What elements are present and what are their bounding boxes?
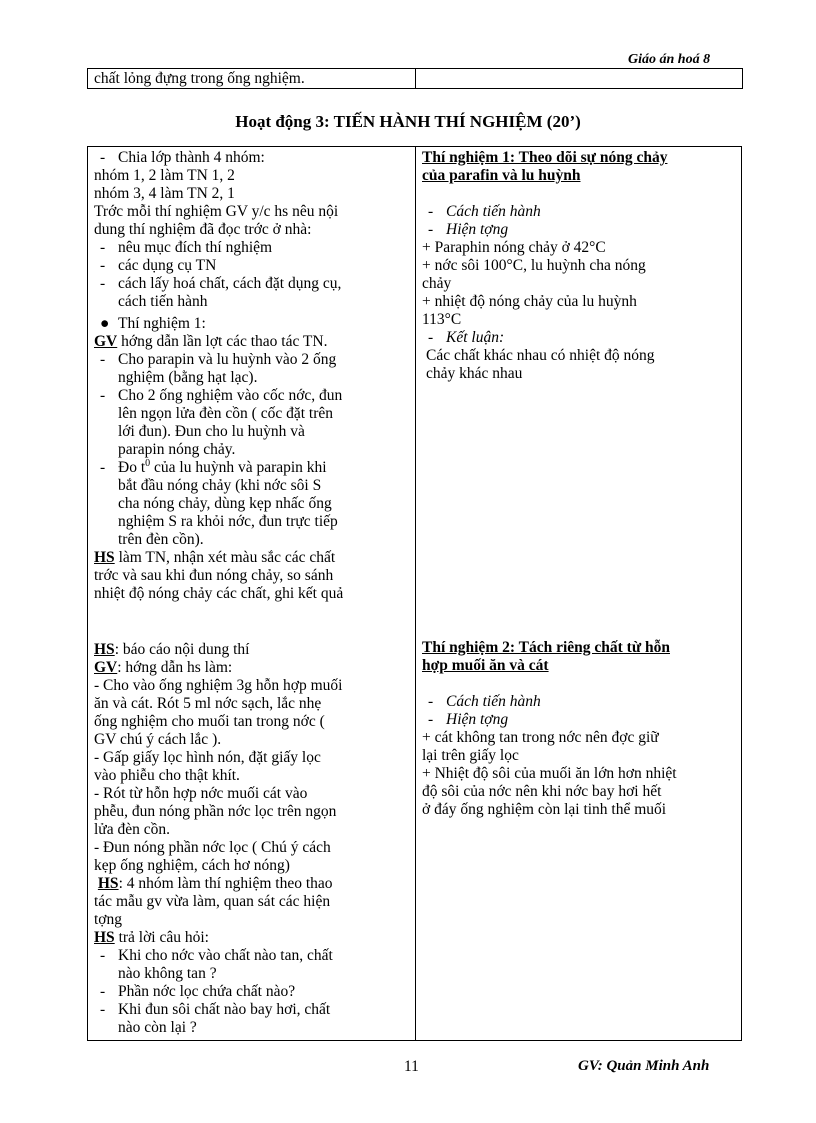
left-line: làm TN, nhận xét màu sắc các chất <box>114 549 336 566</box>
experiment-1-title: của parafin và lu huỳnh <box>422 167 581 184</box>
left-line: ống nghiệm cho muối tan trong nớc ( <box>94 713 325 730</box>
left-line: lới đun). Đun cho lu huỳnh và <box>118 423 305 440</box>
right-line: 113°C <box>422 311 462 328</box>
right-line: chảy <box>422 275 452 292</box>
left-line: tợng <box>94 911 123 928</box>
left-line: Khi cho nớc vào chất nào tan, chất <box>118 947 333 964</box>
left-line: bắt đầu nóng chảy (khi nớc sôi S <box>118 477 322 494</box>
header-title: Giáo án hoá 8 <box>628 52 711 67</box>
left-line: trên đèn cồn). <box>118 531 204 548</box>
right-line: + cát không tan trong nớc nên đợc giữ <box>422 729 659 746</box>
right-line: Kết luận: <box>446 329 505 346</box>
left-line: hớng dẫn lần lợt các thao tác TN. <box>117 333 328 350</box>
left-line: : báo cáo nội dung thí <box>114 641 250 658</box>
right-line: độ sôi của nớc nên khi nớc bay hơi hết <box>422 783 662 800</box>
left-line: lên ngọn lửa đèn cồn ( cốc đặt trên <box>118 405 333 422</box>
right-line: Cách tiến hành <box>446 203 541 220</box>
left-line: dung thí nghiệm đã đọc trớc ở nhà: <box>94 221 312 238</box>
left-line: Cho 2 ống nghiệm vào cốc nớc, đun <box>118 387 343 404</box>
section-title: Hoạt động 3: TIẾN HÀNH THÍ NGHIỆM (20’) <box>235 112 581 131</box>
right-line: Hiện tợng <box>446 711 509 728</box>
gv-label: GV <box>94 659 118 676</box>
left-line: nào còn lại ? <box>118 1019 197 1036</box>
left-line: GV chú ý cách lắc ). <box>94 731 222 748</box>
hs-label: HS <box>94 549 115 566</box>
left-line: lửa đèn cồn. <box>94 821 170 838</box>
right-line: chảy khác nhau <box>426 365 523 382</box>
hs-label: HS <box>94 641 115 658</box>
left-line: - Đun nóng phần nớc lọc ( Chú ý cách <box>94 839 331 856</box>
top-cell-text: chất lỏng đựng trong ống nghiệm. <box>94 70 305 87</box>
right-line: + nhiệt độ nóng chảy của lu huỳnh <box>422 293 637 310</box>
superscript: 0 <box>145 457 151 469</box>
left-line: nhóm 1, 2 làm TN 1, 2 <box>94 167 235 184</box>
hs-label: HS <box>94 929 115 946</box>
left-line: cha nóng chảy, dùng kẹp nhấc ống <box>118 495 332 512</box>
right-line: Cách tiến hành <box>446 693 541 710</box>
left-line: nghiệm (bằng hạt lạc). <box>118 369 258 386</box>
main-table-divider <box>415 147 416 1040</box>
experiment-2-title: hợp muối ăn và cát <box>422 657 549 674</box>
left-line: - Gấp giấy lọc hình nón, đặt giấy lọc <box>94 749 321 766</box>
right-line: + Paraphin nóng chảy ở 42°C <box>422 239 606 256</box>
page-number: 11 <box>404 1058 419 1075</box>
left-line: nhóm 3, 4 làm TN 2, 1 <box>94 185 235 202</box>
left-line: Đo t <box>118 459 146 476</box>
left-line: Thí nghiệm 1: <box>118 315 206 332</box>
left-line: tác mẫu gv vừa làm, quan sát các hiện <box>94 893 331 910</box>
right-line: ở đáy ống nghiệm còn lại tinh thể muối <box>422 801 667 818</box>
right-line: Hiện tợng <box>446 221 509 238</box>
left-line: vào phiễu cho thật khít. <box>94 767 240 784</box>
top-table-divider <box>415 68 416 88</box>
left-line: Cho parapin và lu huỳnh vào 2 ống <box>118 351 337 368</box>
right-line: + nớc sôi 100°C, lu huỳnh cha nóng <box>422 257 646 274</box>
left-line: các dụng cụ TN <box>118 257 217 274</box>
left-line: : hớng dẫn hs làm: <box>117 659 233 676</box>
left-line: nhiệt độ nóng chảy các chất, ghi kết quả <box>94 585 344 602</box>
left-line: ăn và cát. Rót 5 ml nớc sạch, lắc nhẹ <box>94 695 322 712</box>
left-line: - Cho vào ống nghiệm 3g hỗn hợp muối <box>94 677 343 694</box>
right-column: Thí nghiệm 1: Theo dõi sự nóng chảy của parafin và lu huỳnh - Cách tiến hành - Hiện tợng + Paraphin nóng chảy ở 42°C + nớc sôi 100°C, lu huỳnh cha nóng chảy + nhiệt độ nóng chảy của lu huỳnh 113°C - Kết luận: Các chất khác nhau có nhiệt độ nóng chảy khác nhau Thí nghiệm 2: Tách riêng chất từ hỗn hợp muối ăn và cát - Cách tiến hành - Hiện tợng + cát không tan trong nớc nên đợc giữ lại trên giấy lọc + Nhiệt độ sôi của muối ăn lớn hơn nhiệt độ sôi của nớc nên khi nớc bay hơi hết ở đáy ống nghiệm còn lại tinh thể muối <box>422 149 738 819</box>
left-line: : 4 nhóm làm thí nghiệm theo thao <box>118 875 333 892</box>
gv-label: GV <box>94 333 118 350</box>
left-line: Phần nớc lọc chứa chất nào? <box>118 983 296 1000</box>
right-line: + Nhiệt độ sôi của muối ăn lớn hơn nhiệt <box>422 765 677 782</box>
left-line: nghiệm S ra khỏi nớc, đun trực tiếp <box>118 513 338 530</box>
left-line: Khi đun sôi chất nào bay hơi, chất <box>118 1001 331 1018</box>
bullet-icon: ● <box>100 315 110 332</box>
left-line: phễu, đun nóng phần nớc lọc trên ngọn <box>94 803 337 820</box>
right-line: Các chất khác nhau có nhiệt độ nóng <box>426 347 655 364</box>
left-line: nào không tan ? <box>118 965 217 982</box>
left-line: trớc và sau khi đun nóng chảy, so sánh <box>94 567 334 584</box>
left-line: - Rót từ hỗn hợp nớc muối cát vào <box>94 785 308 802</box>
left-column: - Chia lớp thành 4 nhóm: nhóm 1, 2 làm TN 1, 2 nhóm 3, 4 làm TN 2, 1 Trớc mỗi thí nghiệm GV y/c hs nêu nội dung thí nghiệm đã đọc trớc ở nhà: - nêu mục đích thí nghiệm - các dụng cụ TN - cách lấy hoá chất, cách đặt dụng cụ, cách tiến hành ● Thí nghiệm 1: GV hớng dẫn lần lợt các thao tác TN. - Cho parapin và lu huỳnh vào 2 ống nghiệm (bằng hạt lạc). - Cho 2 ống nghiệm vào cốc nớc, đun lên ngọn lửa đèn cồn ( cốc đặt trên lới đun). Đun cho lu huỳnh và parapin nóng chảy. - Đo $t^0$ của lu huỳnh và parapin khi bắt đầu nóng chảy (khi nớc sôi S cha nóng chảy, dùng kẹp nhấc ống nghiệm S ra khỏi nớc, đun trực tiếp trên đèn cồn). HS làm TN, nhận xét màu sắc các chất trớc và sau khi đun nóng chảy, so sánh nhiệt độ nóng chảy các chất, ghi kết quả HS: báo cáo nội dung thí GV: hớng dẫn hs làm: - Cho vào ống nghiệm 3g hỗn hợp muối ăn và cát. Rót 5 ml nớc sạch, lắc nhẹ ống nghiệm cho muối tan trong nớc ( GV chú ý cách lắc ). - Gấp giấy lọc hình nón, đặt giấy lọc vào phiễu cho thật khít. - Rót từ hỗn hợp nớc muối cát vào phễu, đun nóng phần nớc lọc trên ngọn lửa đèn cồn. - Đun nóng phần nớc lọc ( Chú ý cách kẹp ống nghiệm, cách hơ nóng) HS: 4 nhóm làm thí nghiệm theo thao tác mẫu gv vừa làm, quan sát các hiện tợng HS trả lời câu hỏi: - Khi cho nớc vào chất nào tan, chất nào không tan ? - Phần nớc lọc chứa chất nào? - Khi đun sôi chất nào bay hơi, chất nào còn lại ? <box>94 149 410 1037</box>
left-line: của lu huỳnh và parapin khi <box>150 459 327 476</box>
teacher-name: GV: Quản Minh Anh <box>578 1058 710 1074</box>
left-line: trả lời câu hỏi: <box>114 929 209 946</box>
left-line: kẹp ống nghiệm, cách hơ nóng) <box>94 857 290 874</box>
experiment-2-title: Thí nghiệm 2: Tách riêng chất từ hỗn <box>422 639 670 656</box>
left-line: parapin nóng chảy. <box>118 441 236 458</box>
main-table <box>87 146 742 1041</box>
top-table <box>87 68 743 89</box>
left-line: Chia lớp thành 4 nhóm: <box>118 149 265 166</box>
hs-label: HS <box>97 875 119 892</box>
experiment-1-title: Thí nghiệm 1: Theo dõi sự nóng chảy <box>422 149 668 166</box>
left-line: cách tiến hành <box>118 293 208 310</box>
left-line: Trớc mỗi thí nghiệm GV y/c hs nêu nội <box>94 203 339 220</box>
right-line: lại trên giấy lọc <box>422 747 519 764</box>
left-line: cách lấy hoá chất, cách đặt dụng cụ, <box>118 275 342 292</box>
left-line: nêu mục đích thí nghiệm <box>118 239 273 256</box>
